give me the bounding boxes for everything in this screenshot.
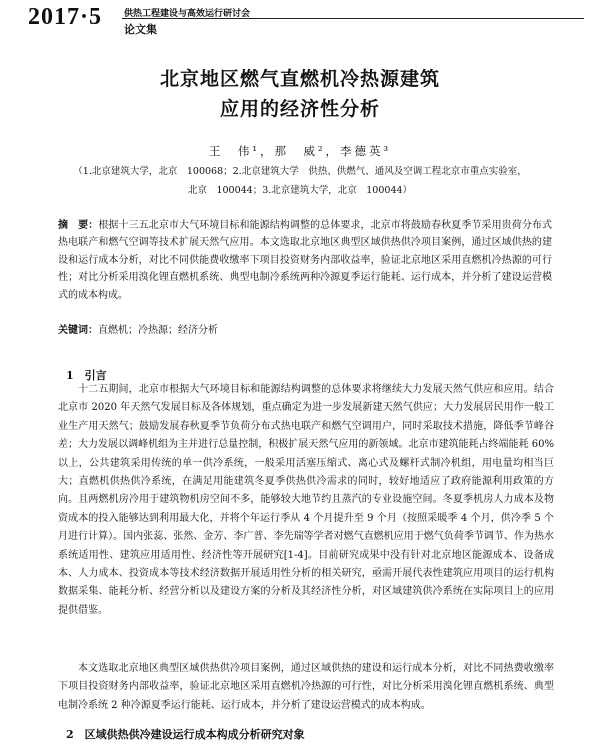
header-rule xyxy=(122,18,584,19)
keywords-label: 关键词： xyxy=(58,325,98,336)
conference-name: 供热工程建设与高效运行研讨会 xyxy=(124,9,251,19)
author-list: 王 伟¹，那 威²，李德英³ xyxy=(208,144,392,158)
section-heading-introduction: 1 引言 xyxy=(66,369,107,382)
body-paragraph: 十二五期间，北京市根据大气环境目标和能源结构调整的总体要求将继续大力发展天然气供应和应用。结合北京市 2020 年天然气发展目标及各体规划，重点确定为进一步发展新建天然气供应；大力发展居民用作一般工业生产用天然气；鼓励发展春秋夏季节负荷分布式热电联产和燃气空调用户，同时采取技术措施，降低季节峰谷差；大力发展以调峰机组为主并进行总量控制，积极扩展天然气应用的新领域。北京市建筑能耗占终端能耗 60%以上，公共建筑采用传统的单一供冷系统，一般采用活塞压缩式、离心式及螺杆式制冷机组，用电量均相当巨大；直燃机供热供冷系统，在满足用能建筑冬夏季供热供冷需求的同时，较好地适应了政府能源利用政策的方向。且两燃机房冷用于建筑物机房空间不多，能够较大地节约且蒸汽的专业设施空间。冬夏季机房人力成本及物资成本的投入能够达到利用最大化，并将个年运行季从 4 个月提升至 9 个月（按照采暖季 4 个月，供冷季 5 个月进行计算）。国内张蕊、张然、金芳、李广普、李先瑞等学者对燃气直燃机应用于燃气负荷季节调节、作为热水系统适用性、建筑应用适用性、经济性等开展研究[1-4]。目前研究成果中没有针对北京地区能源成本、设备成本、人力成本、投资成本等技术经济数据开展适用性分析的相关研究，亟需开展代表性建筑应用项目的运行机构数据采集、能耗分析、经营分析以及建设方案的分析及其经济性分析，对区域建筑供冷系统在实际项目上的应用提供借鉴。 xyxy=(58,384,554,616)
affiliation-line-2: 北京 100044；3.北京建筑大学，北京 100044） xyxy=(187,185,413,196)
section-heading-2: 2 区域供热供冷建设运行成本构成分析研究对象 xyxy=(66,728,305,741)
keywords xyxy=(58,321,552,336)
section-label: 论文集 xyxy=(124,23,157,36)
paper-title-line-2: 应用的经济性分析 xyxy=(219,98,380,120)
abstract-text: 根据十三五北京市大气环境目标和能源结构调整的总体要求，北京市将鼓励春秋夏季节采用贵荷分布式热电联产和燃气空调等技术扩展天然气应用。本文选取北京地区典型区域供热供冷项目案例，通过区域供热的建设和运行成本分析，对比不同供能费收缴率下项目投资财务内部收益率，验证北京地区采用直燃机冷热源的可行性；对比分析采用溴化锂直燃机系统、典型电制冷系统两种冷源夏季运行能耗、运行成本，并分析了建设运营模式的成本构成。 xyxy=(58,220,553,301)
page-header xyxy=(28,4,584,34)
affiliation-line-1: （1.北京建筑大学，北京 100068；2.北京建筑大学 供热、供燃气、通风及空调工程北京市重点实验室， xyxy=(73,166,527,177)
body-paragraph: 本文选取北京地区典型区域供热供冷项目案例，通过区域供热的建设和运行成本分析，对比不同热费收缴率下项目投资财务内部收益率，验证北京地区采用直燃机冷热源的可行性，对比分析采用溴化锂直燃机系统、典型电制冷系统 2 种冷源夏季运行能耗、运行成本，并分析了建设运营模式的成本构成。 xyxy=(58,663,554,711)
paper-title-line-1: 北京地区燃气直燃机冷热源建筑 xyxy=(159,68,440,90)
abstract xyxy=(58,217,552,304)
abstract-label: 摘 要： xyxy=(58,220,99,231)
keywords-text: 直燃机；冷热源；经济分析 xyxy=(98,325,218,336)
issue-year: 2017·5 xyxy=(28,4,103,30)
